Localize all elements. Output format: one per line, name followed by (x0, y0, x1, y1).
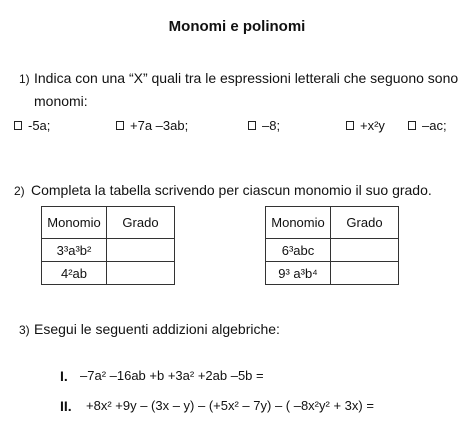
monomial-cell: 3³a³b² (42, 239, 107, 262)
exercise-label-1: I. (60, 368, 68, 384)
option-2[interactable] (116, 118, 188, 133)
monomial-cell: 6³abc (266, 239, 331, 262)
option-2-label: +7a –3ab; (130, 118, 189, 133)
question-2-number: 2) (14, 184, 25, 198)
option-3-label: –8; (262, 118, 281, 133)
option-3[interactable] (248, 118, 280, 133)
checkbox-icon[interactable] (14, 121, 22, 130)
table-header-grado: Grado (107, 207, 175, 239)
table-header-grado: Grado (331, 207, 399, 239)
question-1-text: Indica con una “X” quali tra le espressioni letterali che seguono sono (34, 70, 459, 86)
option-4[interactable] (346, 118, 385, 133)
degree-input-cell[interactable] (331, 239, 399, 262)
question-1-number: 1) (19, 72, 30, 86)
monomial-cell: 4²ab (42, 262, 107, 285)
option-5[interactable] (408, 118, 447, 133)
option-1[interactable] (14, 118, 50, 133)
checkbox-icon[interactable] (408, 121, 416, 130)
table-header-monomio: Monomio (42, 207, 107, 239)
question-3-text: Esegui le seguenti addizioni algebriche: (34, 321, 280, 337)
question-3-number: 3) (19, 323, 30, 337)
option-1-label: -5a; (28, 118, 51, 133)
question-2-text: Completa la tabella scrivendo per ciascun monomio il suo grado. (31, 182, 432, 198)
monomial-cell: 9³ a³b⁴ (266, 262, 331, 285)
option-5-label: –ac; (422, 118, 447, 133)
degree-input-cell[interactable] (107, 239, 175, 262)
degree-table-left (41, 206, 175, 285)
degree-input-cell[interactable] (331, 262, 399, 285)
checkbox-icon[interactable] (248, 121, 256, 130)
exercise-expression-1: –7a² –16ab +b +3a² +2ab –5b = (80, 368, 264, 383)
exercise-expression-2: +8x² +9y – (3x – y) – (+5x² – 7y) – ( –8x²y² + 3x) = (86, 398, 374, 413)
degree-input-cell[interactable] (107, 262, 175, 285)
table-header-monomio: Monomio (266, 207, 331, 239)
page-title: Monomi e polinomi (168, 18, 306, 35)
question-1-text-continued: monomi: (34, 93, 88, 109)
option-4-label: +x²y (360, 118, 385, 133)
degree-table-right (265, 206, 399, 285)
checkbox-icon[interactable] (116, 121, 124, 130)
exercise-label-2: II. (60, 398, 72, 414)
checkbox-icon[interactable] (346, 121, 354, 130)
